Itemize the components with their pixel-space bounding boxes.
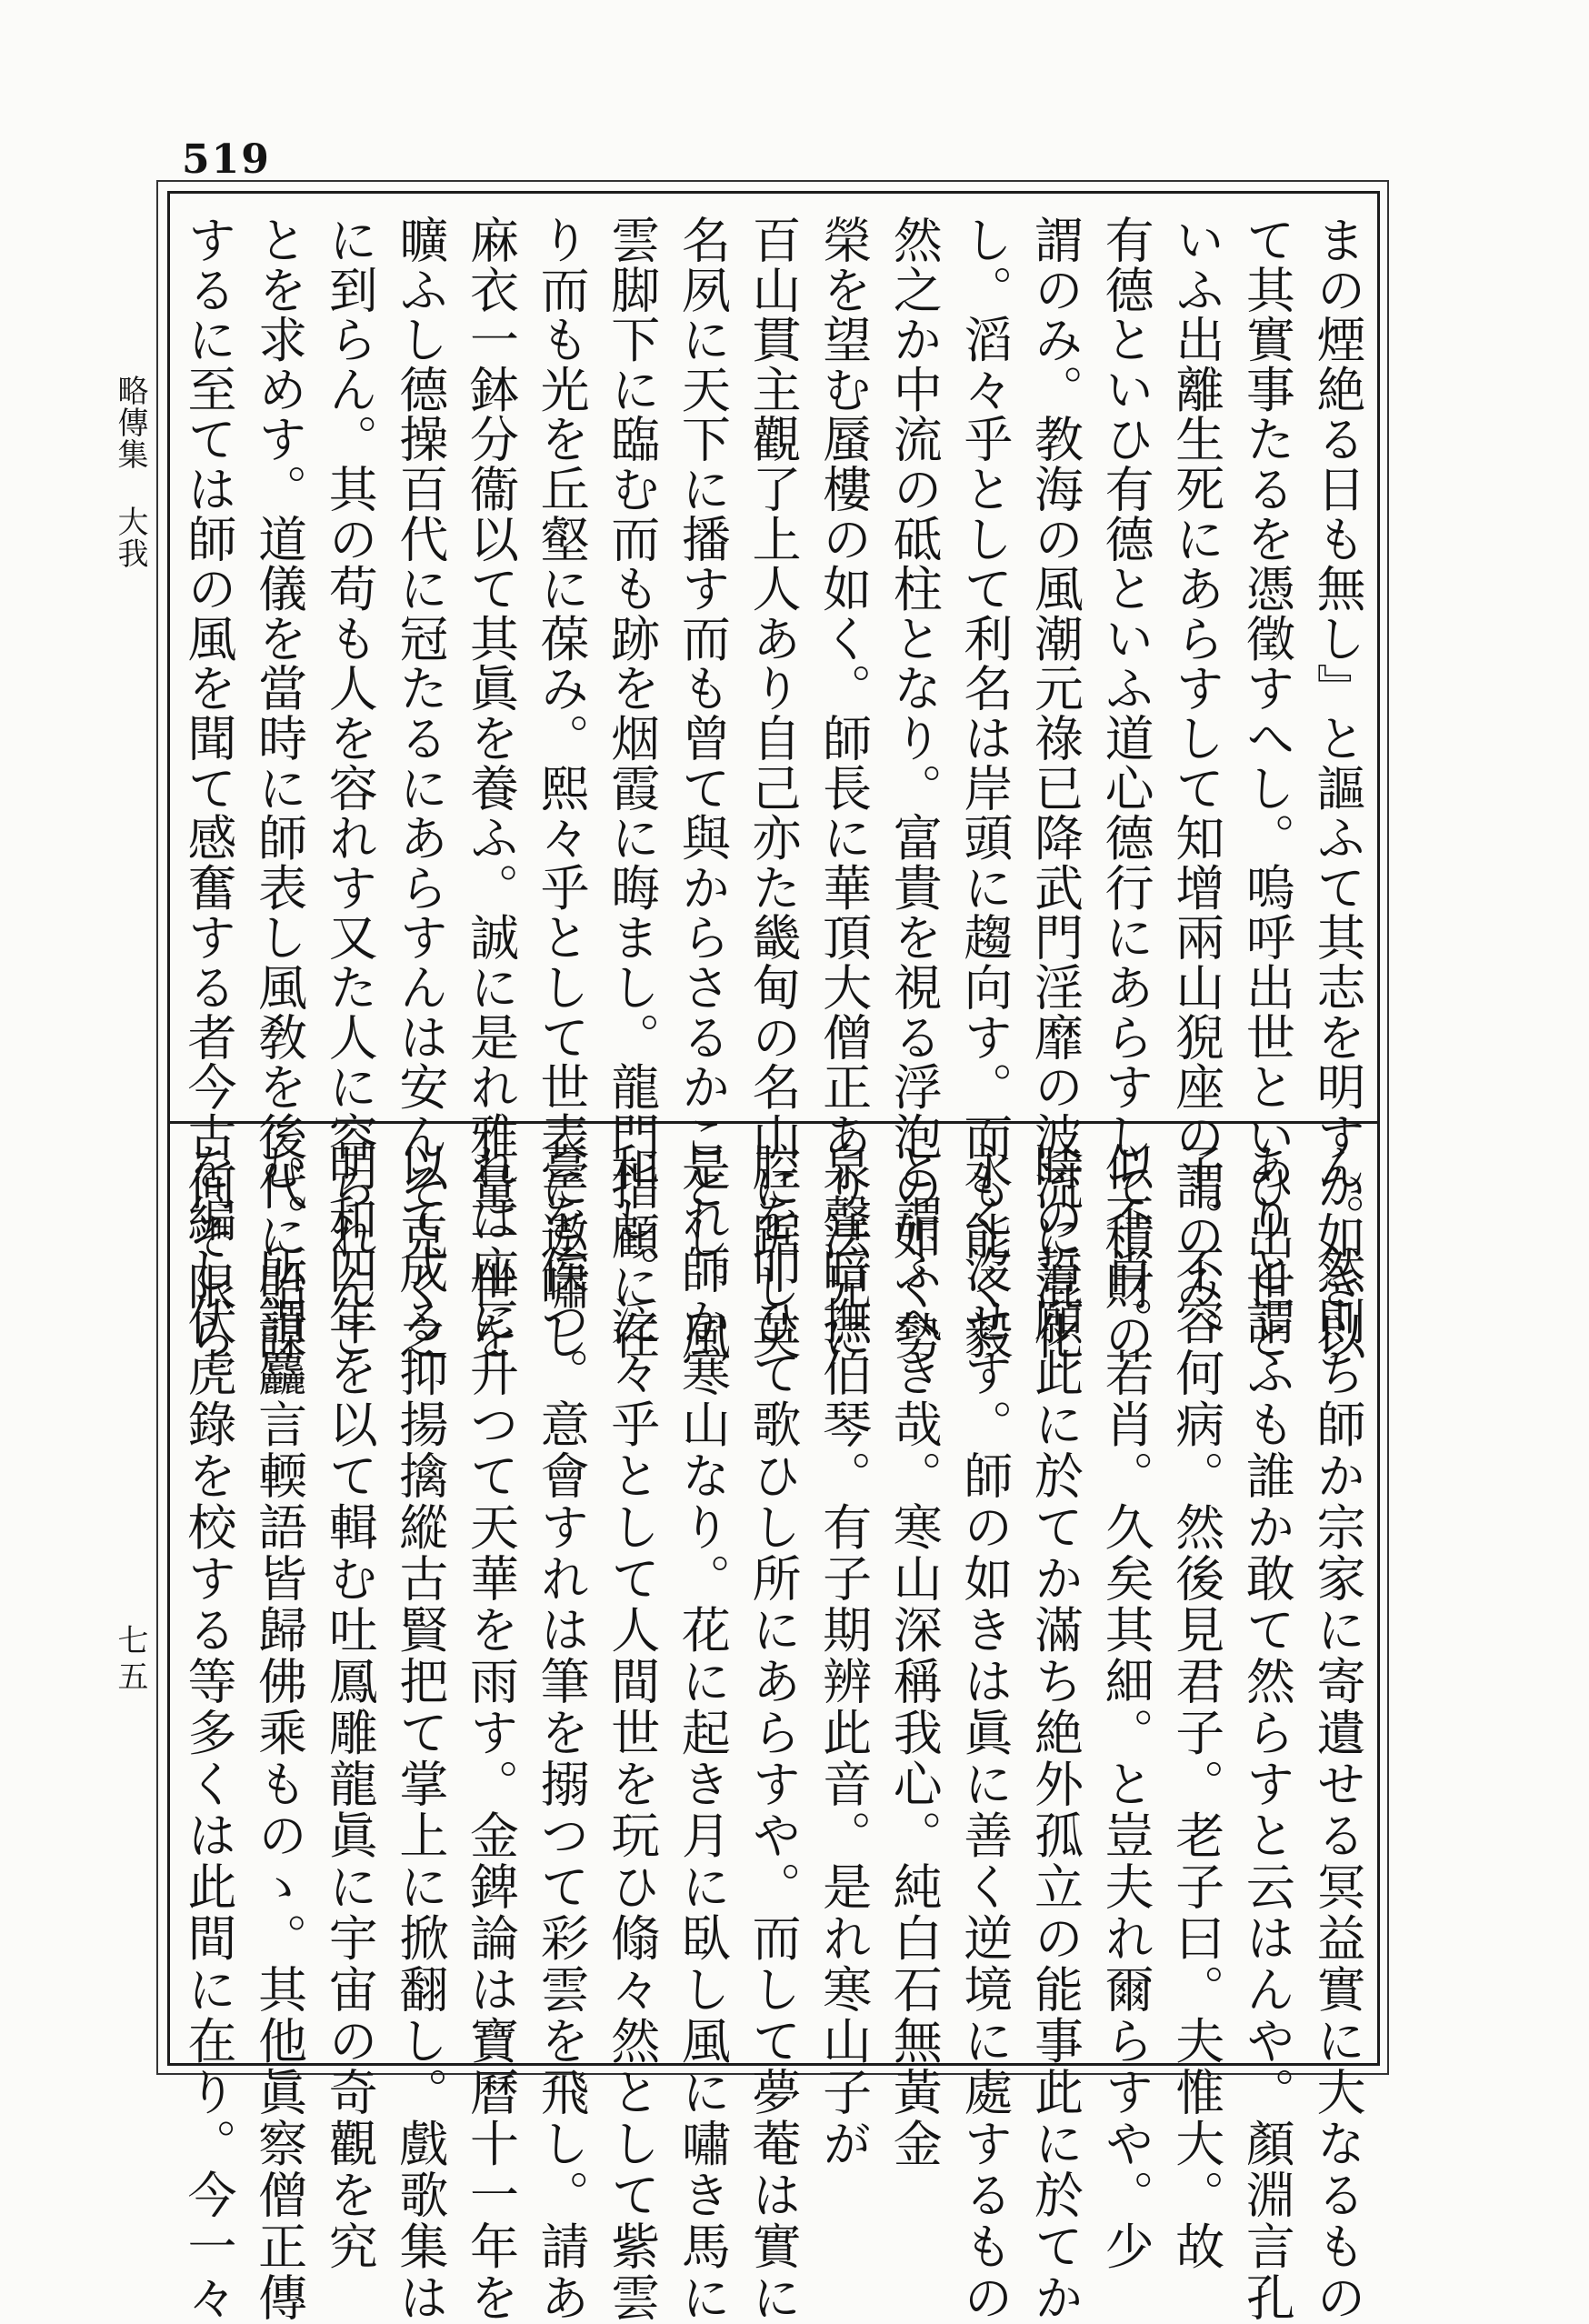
text-line: て其實事たるを憑徵すへし。嗚呼出世といひ出世と	[1238, 215, 1296, 1361]
margin-folio-number: 七五	[112, 1624, 148, 1697]
lower-text-block	[180, 1142, 1366, 2324]
text-line: 永く沒せす。師の如きは眞に善く逆境に處するもの	[955, 1142, 1014, 2324]
text-line: し。滔々乎として利名は岸頭に趨向す。而も能く毅	[955, 215, 1014, 1361]
text-line: 時の誓願此に於てか滿ち絶外孤立の能事此に於てか	[1026, 1142, 1084, 2324]
text-line: いふ出離生死にあらすして知增兩山猊座の謂のみ。	[1167, 215, 1225, 1361]
text-line: まの煙絶る日も無し』と謳ふて其志を明すか如き以	[1309, 215, 1366, 1361]
text-line: 似不肖。若肖。久矣其細。と豈夫れ爾らすや。少	[1097, 1142, 1155, 2272]
text-line: 榮を望む蜃樓の如く。師長に華頂大僧正あり法兄に	[814, 215, 873, 1361]
text-line: 以て成る抑揚擒縱古賢把て掌上に掀翻し。戲歌集は	[391, 1142, 449, 2324]
text-line: れは座に升つて天華を雨す。金錍論は寶曆十一年を	[462, 1142, 520, 2324]
text-line: ん。然則ち師か宗家に寄遺せる冥益實に大なるもの	[1309, 1142, 1366, 2324]
text-line: 曠ふし德操百代に冠たるにあらすんは安んそ克く之	[391, 215, 449, 1361]
margin-book-title: 略傳集	[112, 375, 148, 470]
text-line: 名夙に天下に播す而も曾て與からさるかことし。風	[674, 215, 732, 1361]
text-line: 麻衣一鉢分衞以て其眞を養ふ。誠に是れ雅量一世を	[462, 215, 520, 1361]
text-line: 泉聲暗撫伯琴。有子期辨此音。是れ寒山子が	[814, 1142, 873, 2169]
text-line: 百山貫主觀了上人あり自己亦た畿甸の名山に踞し英	[745, 215, 802, 1361]
text-line: を編し伏虎錄を校する等多くは此間に在り。今一々	[180, 1142, 237, 2324]
text-line: り而も光を丘壑に葆み。熙々乎として世表に遨嘯し	[533, 215, 591, 1361]
text-line: 和し。泛々乎として人間世を玩ひ翛々然として紫雲	[603, 1142, 661, 2324]
text-line: ありと謂ふも誰か敢て然らすと云はんや。顏淵言孔	[1238, 1142, 1296, 2324]
text-line: とを求めす。道儀を當時に師表し風敎を後代に貽謀	[250, 215, 308, 1361]
text-line: 是れ師か寒山なり。花に起き月に臥し風に嘯き馬に	[674, 1142, 732, 2324]
text-line: 子。不容何病。然後見君子。老子曰。夫惟大。故	[1167, 1142, 1225, 2272]
text-line: 謂のみ。教海の風潮元祿已降武門淫靡の波流に混化	[1026, 215, 1084, 1361]
text-line: 臺を俟つ。意會すれは筆を搦つて彩雲を飛し。請あ	[533, 1142, 591, 2324]
text-line: に到らん。其の苟も人を容れす又た人に容られんこ	[321, 215, 379, 1361]
text-line: 雲脚下に臨む而も跡を烟霞に晦まし。龍門指顧に在	[603, 215, 661, 1361]
text-line: と謂ふへき哉。寒山深稱我心。純白石無黃金	[885, 1142, 944, 2169]
text-line: 有德といひ有德といふ道心德行にあらすして積財の	[1097, 215, 1155, 1361]
text-line: 然之か中流の砥柱となり。富貴を視る浮泡の如く勢	[885, 215, 944, 1361]
text-line: む。所謂麤言輭語皆歸佛乘ものゝ。其他眞察僧正傳	[250, 1142, 308, 2324]
text-line: するに至ては師の風を聞て感奮する者今古何そ限ら	[180, 215, 237, 1361]
margin-section-name: 大我	[112, 506, 148, 569]
text-line: 明和四年を以て輯む吐鳳雕龍眞に宇宙の奇觀を究	[321, 1142, 379, 2272]
text-line: 腔を叩ひて歌ひし所にあらすや。而して夢菴は實に	[745, 1142, 802, 2324]
page-number: 519	[182, 136, 271, 183]
upper-text-block	[180, 215, 1366, 1361]
